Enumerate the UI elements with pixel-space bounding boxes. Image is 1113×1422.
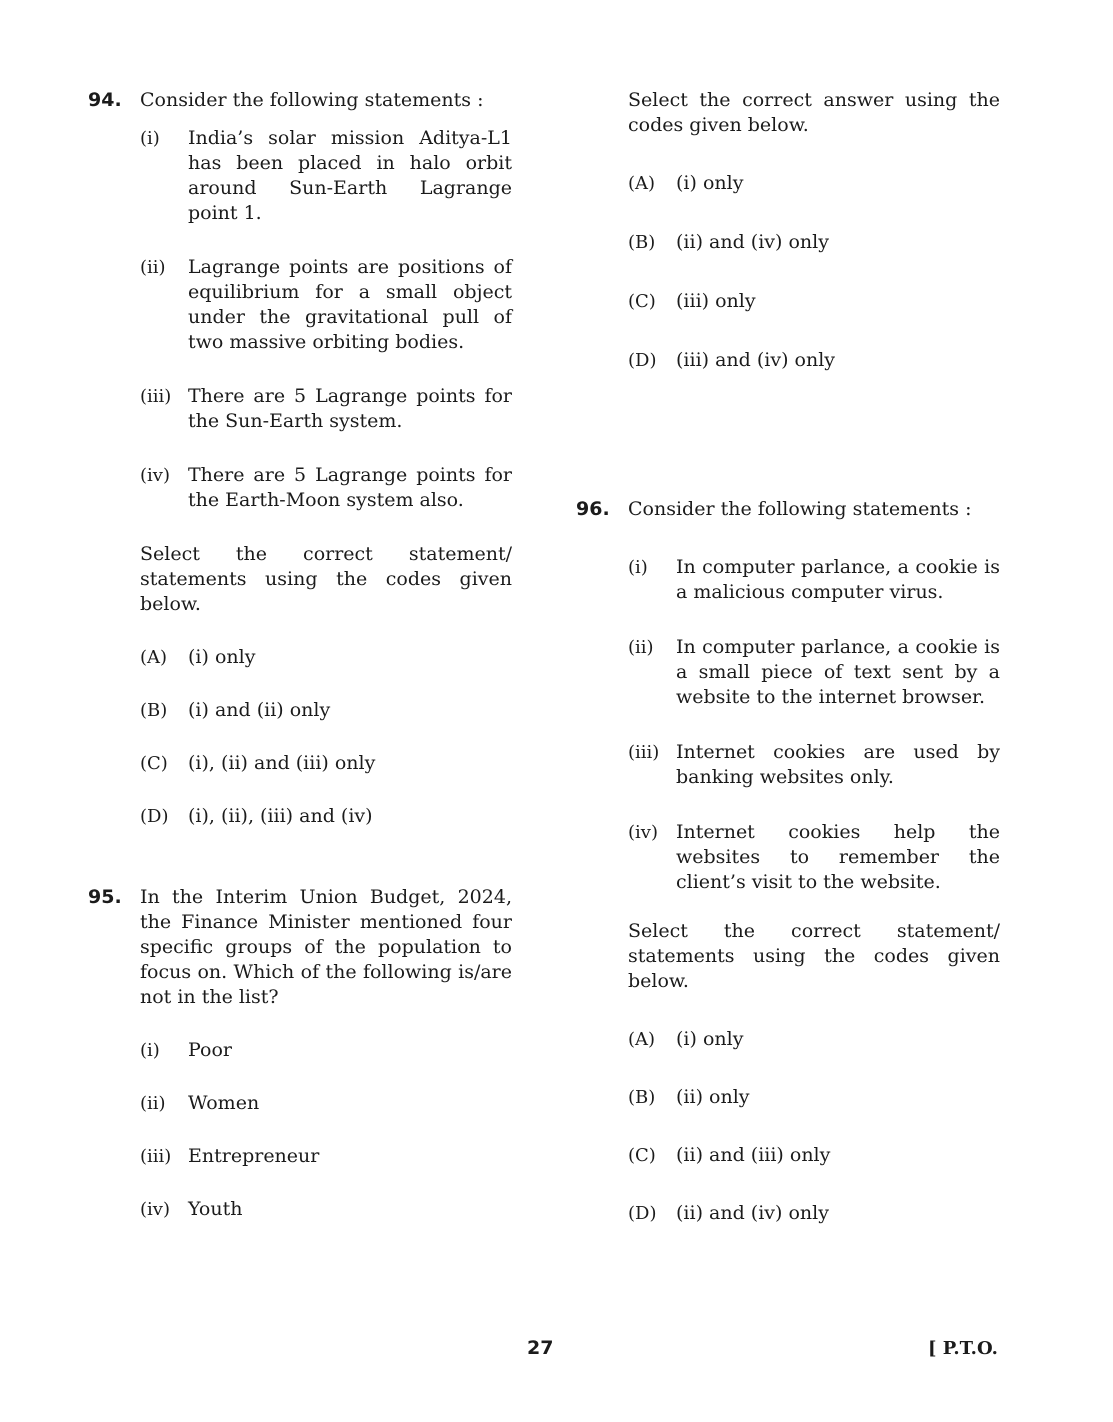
option-text: (i), (ii), (iii) and (iv) [188,805,373,827]
statement [140,126,512,226]
statement-text: There are 5 Lagrange points for the Sun-Earth system. [188,385,512,432]
statement [140,463,512,513]
question-95 [88,885,512,1222]
statement [140,384,512,434]
option-label: (C) [628,291,656,312]
statement-label: (ii) [140,257,166,278]
answer-option[interactable] [140,751,512,776]
statement [628,635,1000,710]
statement-text: Lagrange points are positions of equilibrium for a small object under the gravitational pull of two massive orbiting bodies. [188,256,512,353]
item-label: (i) [140,1040,160,1061]
statement-label: (ii) [628,637,654,658]
statement-text: Internet cookies are used by banking websites only. [676,741,1000,788]
answer-option[interactable] [628,230,1000,255]
statement-label: (i) [140,128,160,149]
statement-label: (iv) [628,822,658,843]
option-label: (A) [628,1029,656,1050]
statement-text: There are 5 Lagrange points for the Earth-Moon system also. [188,464,512,511]
answer-option[interactable] [628,1143,1000,1168]
question-number: 95. [88,886,122,908]
option-label: (D) [140,806,169,827]
statement-text: India’s solar mission Aditya-L1 has been placed in halo orbit around Sun-Earth Lagrange point 1. [188,127,512,224]
answer-instruction: Select the correct answer using the codes given below. [628,89,1000,136]
question-intro: In the Interim Union Budget, 2024, the Finance Minister mentioned four specific groups of the population to focus on. Which of the following is/are not in the list? [140,886,512,1008]
list-item [140,1197,512,1222]
statement-text: In computer parlance, a cookie is a small piece of text sent by a website to the internet browser. [676,636,1000,708]
option-text: (i) only [676,172,744,194]
option-label: (D) [628,350,657,371]
list-item [140,1091,512,1116]
item-text: Entrepreneur [188,1145,320,1167]
question-94 [88,88,512,829]
answer-instruction: Select the correct statement/ statements using the codes given below. [140,543,512,615]
item-text: Women [188,1092,260,1114]
question-96 [576,497,1000,1226]
option-text: (ii) and (iv) only [676,1202,829,1224]
question-intro: Consider the following statements : [140,89,484,111]
right-column [576,88,1000,1226]
option-text: (i) and (ii) only [188,699,331,721]
option-label: (B) [628,232,656,253]
statement [628,820,1000,895]
option-label: (C) [628,1145,656,1166]
list-item [140,1038,512,1063]
page-number: 27 [527,1337,554,1359]
question-95-continued [576,88,1000,373]
option-label: (A) [628,173,656,194]
answer-option[interactable] [628,348,1000,373]
statement [628,555,1000,605]
option-text: (i), (ii) and (iii) only [188,752,376,774]
question-intro: Consider the following statements : [628,498,972,520]
answer-option[interactable] [140,698,512,723]
option-label: (A) [140,647,168,668]
statement-text: Internet cookies help the websites to remember the client’s visit to the website. [676,821,1000,893]
answer-option[interactable] [140,804,512,829]
option-label: (C) [140,753,168,774]
option-text: (i) only [188,646,256,668]
option-text: (ii) and (iv) only [676,231,829,253]
question-number: 96. [576,498,610,520]
statement-label: (iii) [628,742,660,763]
statement [628,740,1000,790]
answer-instruction: Select the correct statement/ statements using the codes given below. [628,920,1000,992]
statement-label: (iii) [140,386,172,407]
question-number: 94. [88,89,122,111]
statement-label: (iv) [140,465,170,486]
statement [140,255,512,355]
option-text: (iii) only [676,290,756,312]
option-text: (iii) and (iv) only [676,349,836,371]
answer-option[interactable] [628,171,1000,196]
option-label: (D) [628,1203,657,1224]
answer-option[interactable] [628,1027,1000,1052]
option-text: (ii) and (iii) only [676,1144,831,1166]
item-label: (iii) [140,1146,172,1167]
please-turn-over: [ P.T.O. [928,1338,998,1359]
option-label: (B) [628,1087,656,1108]
answer-option[interactable] [628,1085,1000,1110]
option-text: (ii) only [676,1086,750,1108]
item-label: (ii) [140,1093,166,1114]
option-label: (B) [140,700,168,721]
answer-option[interactable] [628,1201,1000,1226]
option-text: (i) only [676,1028,744,1050]
answer-option[interactable] [628,289,1000,314]
answer-option[interactable] [140,645,512,670]
statement-text: In computer parlance, a cookie is a malicious computer virus. [676,556,1000,603]
left-column [88,88,512,1222]
list-item [140,1144,512,1169]
statement-label: (i) [628,557,648,578]
item-text: Youth [188,1198,243,1220]
item-label: (iv) [140,1199,170,1220]
item-text: Poor [188,1039,232,1061]
